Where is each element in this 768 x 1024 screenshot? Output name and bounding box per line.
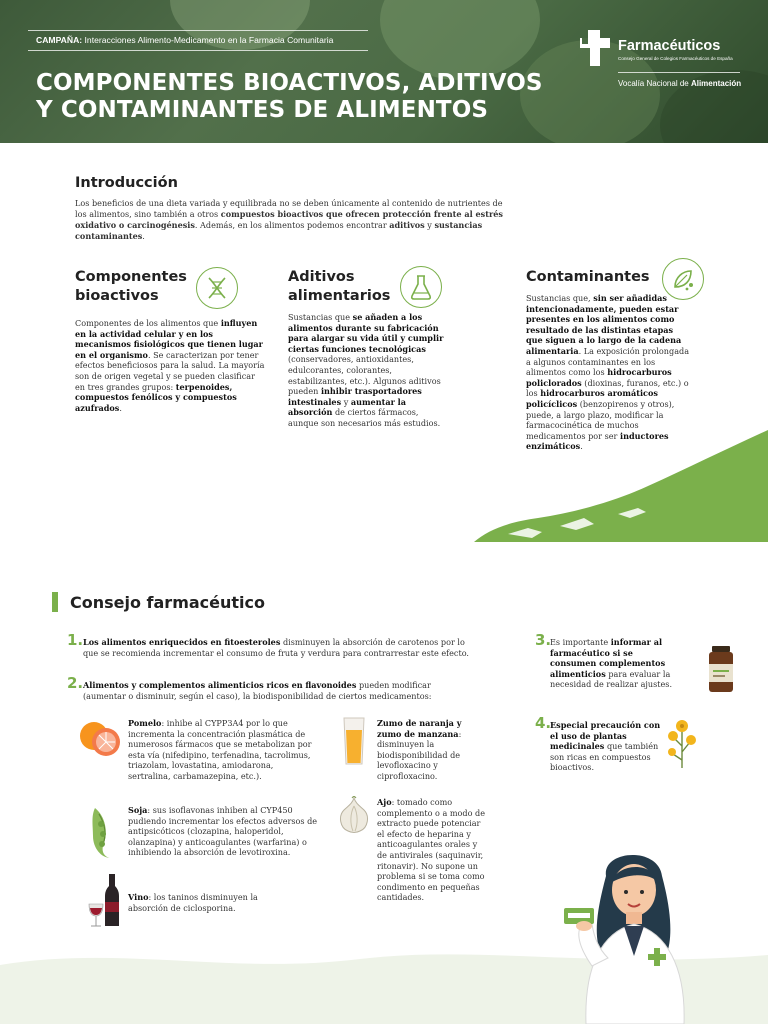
page-title: COMPONENTES BIOACTIVOS, ADITIVOS Y CONTAMINANTES DE ALIMENTOS	[36, 70, 543, 123]
soja-text: Soja: sus isoflavonas inhiben al CYP450 pudiendo incrementar los efectos adversos de antipsicóticos (clozapina, haloperidol, olanzapina) y anticoagulantes (warfarina) o inhibiendo la absorción de levotiroxina.	[128, 805, 318, 858]
juice-icon	[342, 716, 366, 766]
tip-4-text: Especial precaución con el uso de plantas medicinales que también son ricas en compuestos bioactivos.	[550, 720, 661, 773]
campaign-label: CAMPAÑA: Interacciones Alimento-Medicamento en la Farmacia Comunitaria	[28, 30, 368, 51]
contaminants-title: Contaminantes	[526, 269, 650, 285]
dna-icon	[196, 267, 238, 309]
garlic-icon	[336, 796, 372, 834]
pomelo-text: Pomelo: inhibe al CYPP3A4 por lo que incrementa la concentración plasmática de numerosos fármacos que se metabolizan por esta vía (nifedipino, terfenadina, tacrolimus, triazolam, lovastatina, amiodarona, sertralina, carbamazepina, etc.).	[128, 718, 312, 781]
green-brush-decoration	[468, 430, 768, 545]
tip-1-text: Los alimentos enriquecidos en fitoesteroles disminuyen la absorción de carotenos por lo que se recomienda incrementar el consumo de fruta y verdura para contrarrestar este efecto.	[83, 637, 470, 658]
additives-text: Sustancias que se añaden a los alimentos durante su fabricación para alargar su vida útil y cumplir ciertas funciones tecnológicas (conservadores, antioxidantes, edulcorantes, colorantes, estabilizantes, etc.). Algunos aditivos pueden inhibir trasportadores intestinales y aumentar la absorción de ciertos fármacos, aunque son necesarios más estudios.	[288, 312, 444, 428]
intro-title: Introducción	[75, 175, 178, 191]
supplement-jar-icon	[706, 646, 736, 694]
tip-number-4: 4.	[535, 714, 552, 732]
section-accent-bar	[52, 592, 58, 612]
medicinal-plant-icon	[666, 716, 698, 768]
pharmacy-cross-icon	[578, 28, 612, 68]
header-decor	[380, 0, 540, 80]
tip-number-2: 2.	[67, 674, 84, 692]
vino-text: Vino: los taninos disminuyen la absorción de ciclosporina.	[128, 892, 258, 913]
farmaceuticos-logo: Farmacéuticos Consejo General de Colegios Farmacéuticos de España	[578, 28, 748, 68]
intro-text: Los beneficios de una dieta variada y equilibrada no se deben únicamente al contenido de nutrientes de los alimentos, sino también a otros compuestos bioactivos que ofrecen protección frente al estrés oxidativo o carcinogénesis. Además, en los alimentos podemos encontrar aditivos y sustancias contaminantes.	[75, 198, 503, 241]
additives-title: Aditivos alimentarios	[288, 269, 391, 304]
grapefruit-icon	[78, 718, 122, 758]
tip-number-3: 3.	[535, 631, 552, 649]
header-banner	[0, 0, 768, 143]
ajo-text: Ajo: tomado como complemento o a modo de extracto puede potenciar el efecto de heparina y anticoagulantes orales y de antivirales (saquinavir, ritonavir). No supone un problema si se toma como condimento en pequeñas cantidades.	[377, 797, 486, 903]
bioactive-text: Componentes de los alimentos que influyen en la actividad celular y en los mecanismos fisiológicos que tienen lugar en el organismo. Se caracterizan por tener efectos beneficiosos para la salud. La mayoría son de origen vegetal y se pueden clasificar en tres grandes grupos: terpenoides, compuestos fenólicos y compuestos azufrados.	[75, 318, 265, 413]
tip-3-text: Es importante informar al farmacéutico si se consumen complementos alimenticios para evaluar la necesidad de realizar ajustes.	[550, 637, 673, 690]
contaminants-text: Sustancias que, sin ser añadidas intencionadamente, pueden estar presentes en los alimentos como resultado de las distintas etapas que siguen a lo largo de la cadena alimentaria. La exposición prolongada a algunos contaminantes en los alimentos como los hidrocarburos policlorados (dioxinas, furanos, etc.) o los hidrocarburos aromáticos policíclicos (benzopirenos y otros), puede, a largo plazo, modificar la farmacocinética de muchos medicamentos por ser inductores enzimáticos.	[526, 293, 690, 452]
soy-icon	[85, 806, 117, 860]
zumo-text: Zumo de naranja y zumo de manzana: disminuyen la biodisponibilidad de levofloxacino y ciprofloxacino.	[377, 718, 462, 781]
bioactive-title: Componentes bioactivos	[75, 269, 187, 304]
pharmacist-illustration	[562, 846, 700, 1024]
flask-icon	[400, 266, 442, 308]
tip-number-1: 1.	[67, 631, 84, 649]
tip-2-text: Alimentos y complementos alimenticios ricos en flavonoides pueden modificar (aumentar o disminuir, según el caso), la biodisponibilidad de ciertos medicamentos:	[83, 680, 432, 701]
vocalia-label: Vocalía Nacional de Alimentación	[618, 72, 740, 88]
wine-icon	[87, 874, 121, 928]
consejo-title: Consejo farmacéutico	[70, 593, 265, 612]
